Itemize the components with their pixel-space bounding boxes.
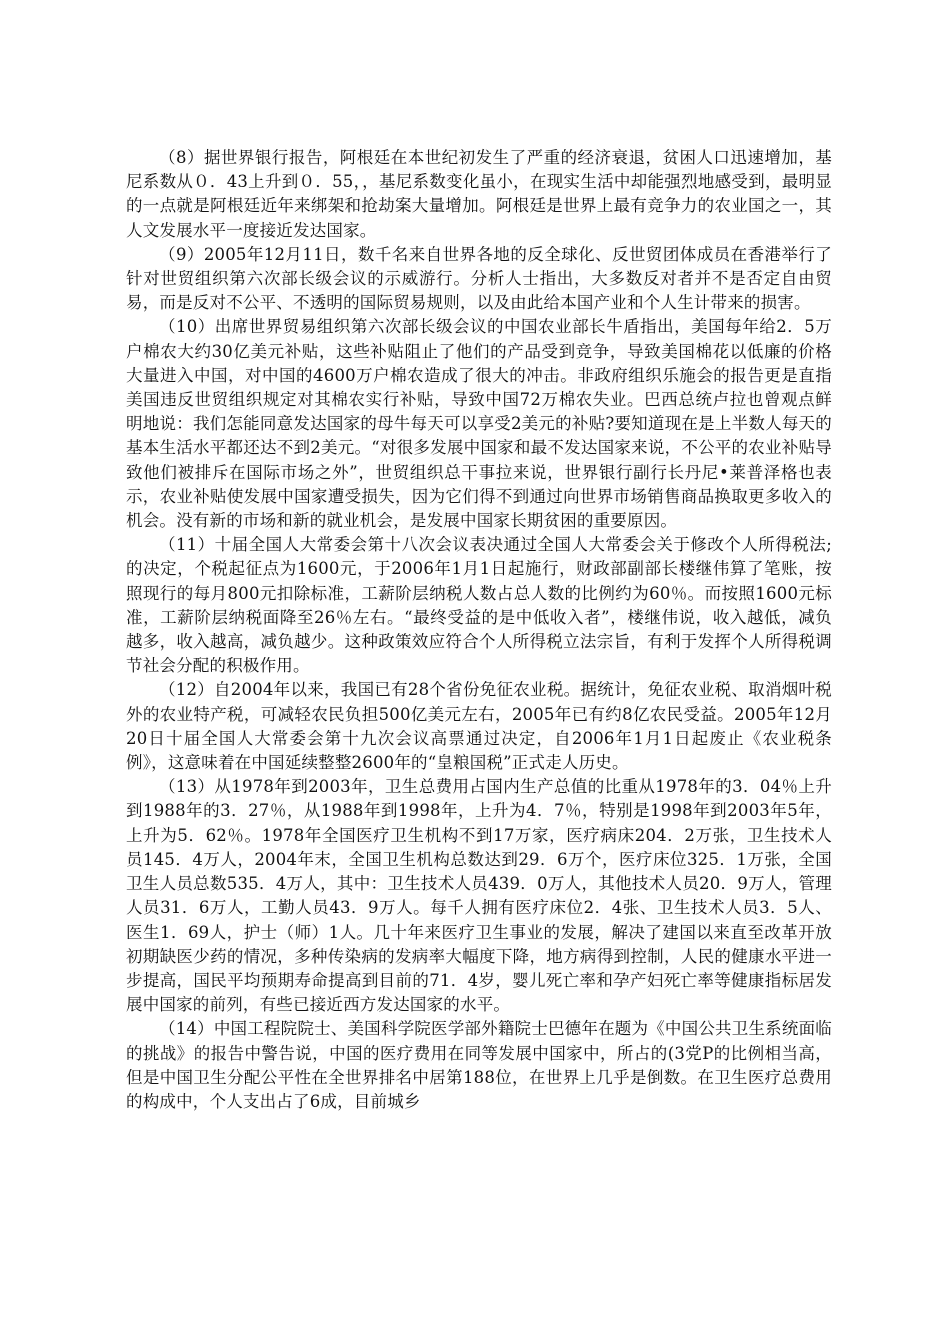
paragraph-11: （11）十届全国人大常委会第十八次会议表决通过全国人大常委会关于修改个人所得税法;的决定，个税起征点为1600元，于2006年1月1日起施行，财政部副部长楼继伟算了笔账，按照现行的每月800元扣除标准，工薪阶层纳税人数占总人数的比例约为60％。而按照1600元标准，工薪阶层纳税面降至26％左右。“最终受益的是中低收入者”，楼继伟说，收入越低，减负越多，收入越高，减负越少。这种政策效应符合个人所得税立法宗旨，有利于发挥个人所得税调节社会分配的积极作用。 xyxy=(126,535,832,676)
paragraph-9: （9）2005年12月11日，数千名来自世界各地的反全球化、反世贸团体成员在香港举行了针对世贸组织第六次部长级会议的示威游行。分析人士指出，大多数反对者并不是否定自由贸易，而是反对不公平、不透明的国际贸易规则，以及由此给本国产业和个人生计带来的损害。 xyxy=(126,244,832,313)
paragraph-14: （14）中国工程院院士、美国科学院医学部外籍院士巴德年在题为《中国公共卫生系统面临的挑战》的报告中警告说，中国的医疗费用在同等发展中国家中，所占的(3党P的比例相当高，但是中国卫生分配公平性在全世界排名中居第188位，在世界上几乎是倒数。在卫生医疗总费用的构成中，个人支出占了6成，目前城乡 xyxy=(126,1019,832,1111)
paragraph-10: （10）出席世界贸易组织第六次部长级会议的中国农业部长牛盾指出，美国每年给2．5万户棉农大约30亿美元补贴，这些补贴阻止了他们的产品受到竞争，导致美国棉花以低廉的价格大量进入中国，对中国的4600万户棉农造成了很大的冲击。非政府组织乐施会的报告更是直指美国违反世贸组织规定对其棉农实行补贴，导致中国72万棉农失业。巴西总统卢拉也曾观点鲜明地说：我们怎能同意发达国家的母牛每天可以享受2美元的补贴?要知道现在是上半数人每天的基本生活水平都还达不到2美元。“对很多发展中国家和最不发达国家来说，不公平的农业补贴导致他们被排斥在国际市场之外”，世贸组织总干事拉来说，世界银行副行长丹尼•莱普泽格也表示，农业补贴使发展中国家遭受损失，因为它们得不到通过向世界市场销售商品换取更多收入的机会。没有新的市场和新的就业机会，是发展中国家长期贫困的重要原因。 xyxy=(126,317,832,531)
document-page xyxy=(126,146,832,1114)
paragraph-8: （8）据世界银行报告，阿根廷在本世纪初发生了严重的经济衰退，贫困人口迅速增加，基尼系数从０．43上升到０．55，，基尼系数变化虽小，在现实生活中却能强烈地感受到，最明显的一点就是阿根廷近年来绑架和抢劫案大量增加。阿根廷是世界上最有竞争力的农业国之一，其人文发展水平一度接近发达国家。 xyxy=(126,148,832,240)
paragraph-12: （12）自2004年以来，我国已有28个省份免征农业税。据统计，免征农业税、取消烟叶税外的农业特产税，可减轻农民负担500亿美元左右，2005年已有约8亿农民受益。2005年12月20日十届全国人大常委会第十九次会议高票通过决定，自2006年1月1日起废止《农业税条例》，这意味着在中国延续整整2600年的“皇粮国税”正式走人历史。 xyxy=(126,680,832,773)
paragraph-13: （13）从1978年到2003年，卫生总费用占国内生产总值的比重从1978年的3．04％上升到1988年的3．27％，从1988年到1998年，上升为4．7％，特别是1998年到2003年5年，上升为5．62％。1978年全国医疗卫生机构不到17万家，医疗病床204．2万张，卫生技术人员145．4万人，2004年末，全国卫生机构总数达到29．6万个，医疗床位325．1万张，全国卫生人员总数535．4万人，其中：卫生技术人员439．0万人，其他技术人员20．9万人，管理人员31．6万人，工勤人员43．9万人。每千人拥有医疗床位2．4张、卫生技术人员3．5人、医生1．69人，护士（师）1人。几十年来医疗卫生事业的发展，解决了建国以来直至改革开放初期缺医少药的情况，多种传染病的发病率大幅度下降，地方病得到控制，人民的健康水平进一步提高，国民平均预期寿命提高到目前的71．4岁，婴儿死亡率和孕产妇死亡率等健康指标居发展中国家的前列，有些已接近西方发达国家的水平。 xyxy=(126,777,832,1015)
